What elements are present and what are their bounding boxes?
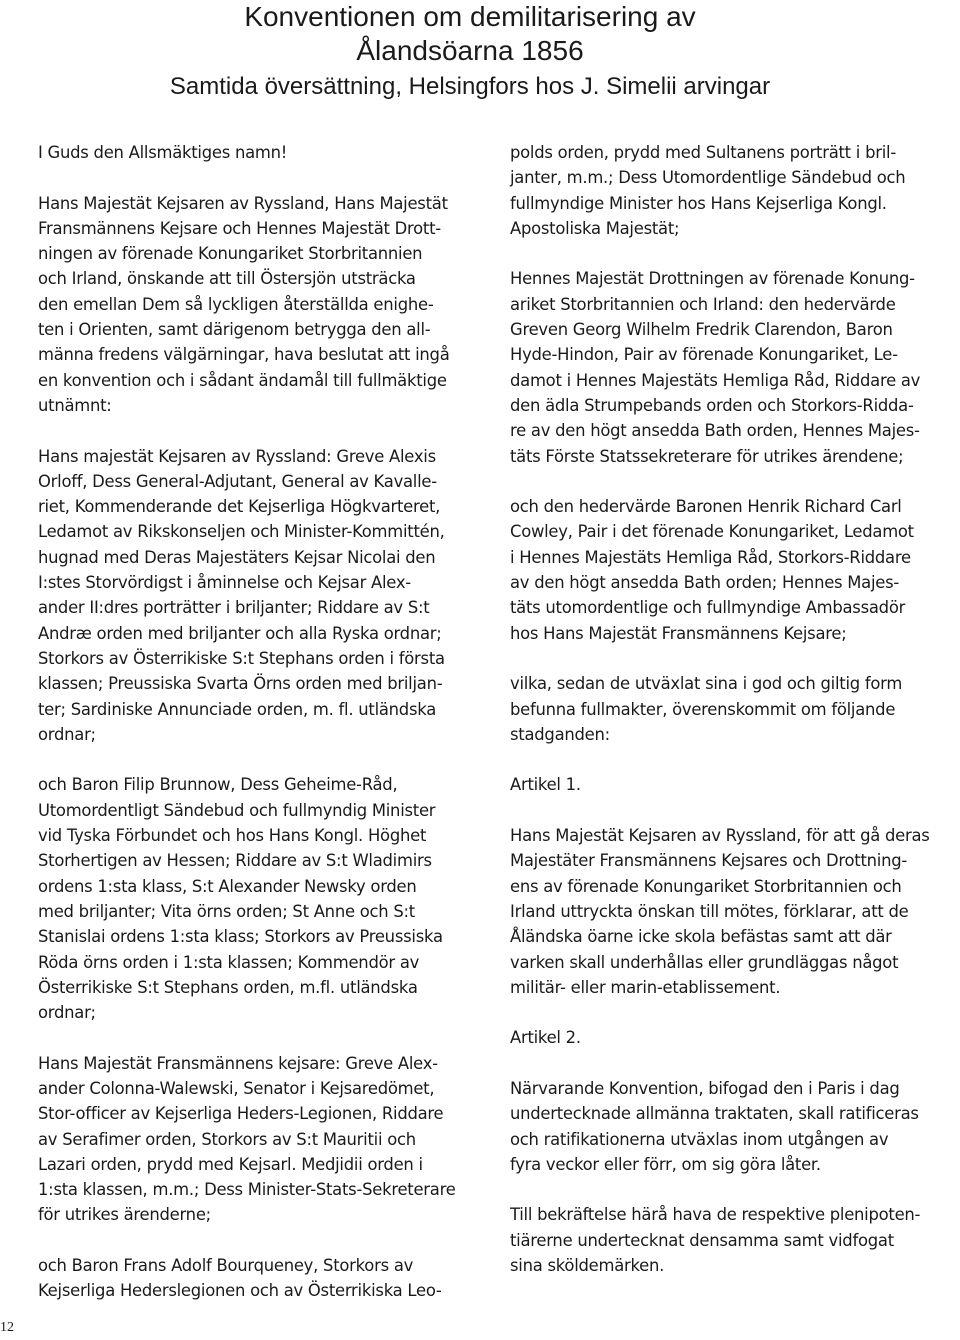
plenipotentiary-uk-2-paragraph: och den hedervärde Baronen Henrik Richard Carl Cowley, Pair i det förenade Konungariket, Ledamot i Hennes Majestäts Hemliga Råd, Storkors-Riddare av den högt ansedda Bath orden; Hennes Majes- täts utomordentlige och fullmyndige Ambassadör hos Hans Majestät Fransmännens Kejsare;	[510, 497, 914, 643]
plenipotentiary-france-2-paragraph-end: polds orden, prydd med Sultanens porträtt i bril- janter, m.m.; Dess Utomordentlige Sändebud och fullmyndige Minister hos Hans Kejserliga Kongl. Apostoliska Majestät;	[510, 143, 906, 238]
preamble-paragraph: Hans Majestät Kejsaren av Ryssland, Hans Majestät Fransmännens Kejsare och Hennes Majestät Drott- ningen av förenade Konungariket Storbritannien och Irland, önskande att till Östersjön utsträcka den emellan Dem så lyckligen återställda enighe- ten i Orienten, samt därigenom betrygga den all- männa fredens välgärningar, hava beslutat att ingå en konvention och i sådant ändamål till fullmäktige utnämnt:	[38, 193, 450, 415]
page-number: 12	[0, 1320, 14, 1335]
article-2-text: Närvarande Konvention, bifogad den i Paris i dag undertecknade allmänna traktaten, skall ratificeras och ratifikationerna utväxlas inom utgången av fyra veckor eller förr, om sig göra låter.	[510, 1078, 919, 1174]
title-line-1: Konventionen om demilitarisering av	[244, 1, 696, 32]
title-line-2: Ålandsöarna 1856	[356, 35, 584, 66]
closing-paragraph: Till bekräftelse härå hava de respektive plenipoten- tiärerne undertecknat densamma samt vidfogat sina sköldemärken.	[510, 1205, 921, 1276]
plenipotentiary-france-2-paragraph-start: och Baron Frans Adolf Bourqueney, Storkors av Kejserliga Hederslegionen och av Österrikiska Leo-	[38, 1256, 442, 1301]
plenipotentiary-france-1-paragraph: Hans Majestät Fransmännens kejsare: Greve Alex- ander Colonna-Walewski, Senator i Kejsaredömet, Stor-officer av Kejserliga Heders-Legionen, Riddare av Serafimer orden, Storkors av S:t Mauritii och Lazari orden, prydd med Kejsarl. Medjidii orden i 1:sta klassen, m.m.; Dess Minister-Stats-Sekreterare för utrikes ärenderne;	[38, 1053, 456, 1225]
article-1-text: Hans Majestät Kejsaren av Ryssland, för att gå deras Majestäter Fransmännens Kejsares och Drottning- ens av förenade Konungariket Storbritannien och Irland uttryckta önskan till mötes, förklarar, att de Åländska öarne icke skola befästas samt att där varken skall underhållas eller grundläggas något militär- eller marin-etablissement.	[510, 826, 930, 997]
document-header	[0, 0, 940, 104]
agreement-paragraph: vilka, sedan de utväxlat sina i god och giltig form befunna fullmakter, överenskommit om följande stadganden:	[510, 674, 903, 744]
subtitle: Samtida översättning, Helsingfors hos J. Simelii arvingar	[169, 73, 771, 100]
left-column	[38, 140, 488, 1329]
plenipotentiary-russia-1-paragraph: Hans majestät Kejsaren av Ryssland: Greve Alexis Orloff, Dess General-Adjutant, General av Kavalle- riet, Kommenderande det Kejserliga Högkvarteret, Ledamot av Rikskonseljen och Minister-Kommittén, hugnad med Deras Majestäters Kejsar Nicolai den I:stes Storvördigst i åminnelse och Kejsar Alex- ander II:dres porträtter i briljanter; Riddare av S:t Andræ orden med briljanter och alla Ryska ordnar; Storkors av Österrikiske S:t Stephans orden i första klassen; Preussiska Svarta Örns orden med briljan- ter; Sardiniske Annunciade orden, m. fl. utländska ordnar;	[38, 446, 445, 744]
plenipotentiary-uk-1-paragraph: Hennes Majestät Drottningen av förenade Konung- ariket Storbritannien och Irland: den hedervärde Greven Georg Wilhelm Fredrik Clarendon, Baron Hyde-Hindon, Pair av förenade Konungariket, Le- damot i Hennes Majestäts Hemliga Råd, Riddare av den ädla Strumpebands orden och Storkors-Ridda- re av den högt ansedda Bath orden, Hennes Majes- täts Förste Statssekreterare för utrikes ärendene;	[510, 269, 921, 466]
invocation-paragraph: I Guds den Allsmäktiges namn!	[38, 143, 288, 162]
article-2-heading: Artikel 2.	[510, 1028, 581, 1048]
plenipotentiary-russia-2-paragraph: och Baron Filip Brunnow, Dess Geheime-Råd, Utomordentligt Sändebud och fullmyndig Minister vid Tyska Förbundet och hos Hans Kongl. Höghet Storhertigen av Hessen; Riddare av S:t Wladimirs ordens 1:sta klass, S:t Alexander Newsky orden med briljanter; Vita örns orden; St Anne och S:t Stanislai ordens 1:sta klass; Storkors av Preussiska Röda örns orden i 1:sta klassen; Kommendör av Österrikiske S:t Stephans orden, m.fl. utländska ordnar;	[38, 775, 443, 1023]
article-1-heading: Artikel 1.	[510, 775, 581, 795]
right-column	[510, 140, 940, 1304]
